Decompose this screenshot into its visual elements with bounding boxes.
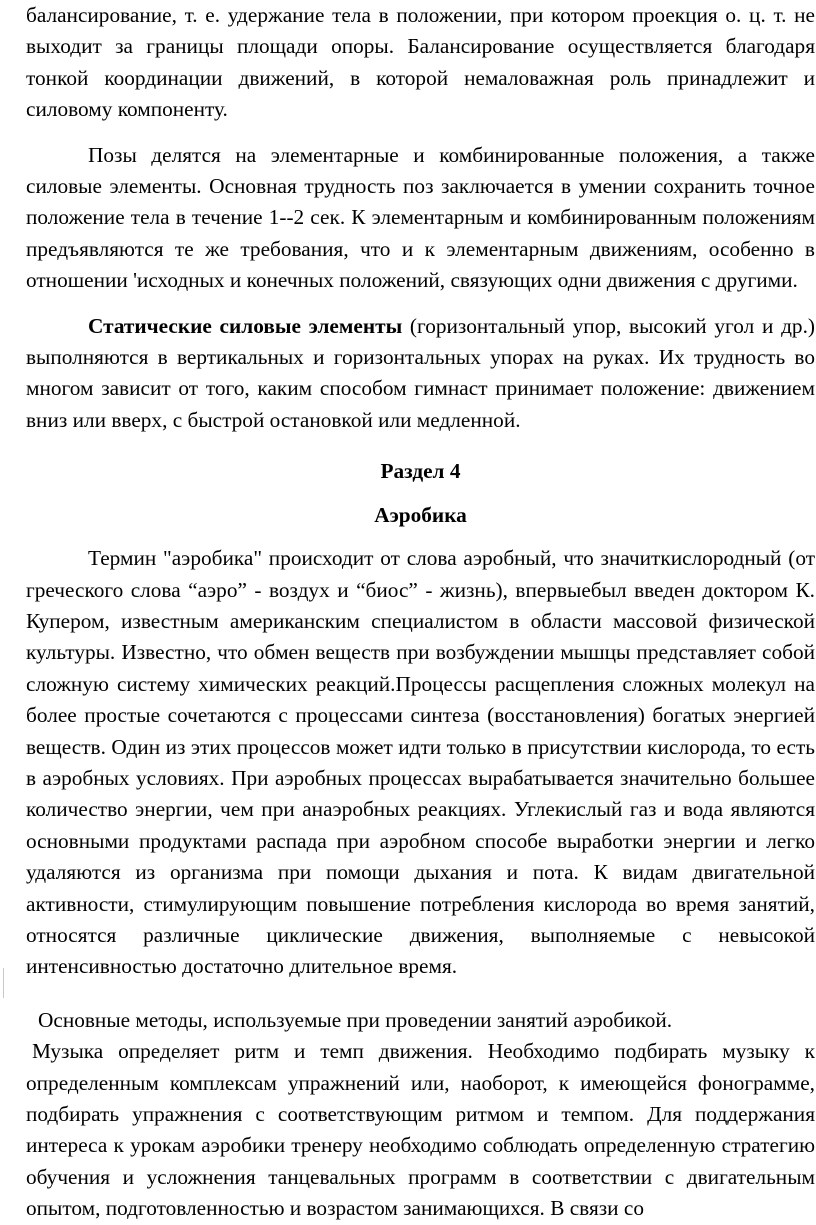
- paragraph-static-rest: (горизонтальный упор, высокий угол и др.) выполняются в вертикальных и горизонтальных упорах на руках. Их трудность во многом зависит от того, каким способом гимнаст принимает положение: движением вниз или вверх, с быстрой остановкой или медленной.: [26, 313, 815, 432]
- paragraph-aerobics-definition: Термин "аэробика" происходит от слова аэробный, что значиткислородный (от греческого слова “аэро” - воздух и “биос” - жизнь), впервыебыл введен доктором К. Купером, известным американским специалистом в области массовой физической культуры. Известно, что обмен веществ при возбуждении мышцы представляет собой сложную систему химических реакций.Процессы расщепления сложных молекул на более простые сочетаются с процессами синтеза (восстановления) богатых энергией веществ. Один из этих процессов может идти только в присутствии кислорода, то есть в аэробных условиях. При аэробных процессах вырабатывается значительно большее количество энергии, чем при анаэробных реакциях. Углекислый газ и вода являются основными продуктами распада при аэробном способе выработки энергии и легко удаляются из организма при помощи дыхания и пота. К видам двигательной активности, стимулирующим повышение потребления кислорода во время занятий, относятся различные циклические движения, выполняемые с невысокой интенсивностью достаточно длительное время.: [26, 546, 815, 979]
- paragraph-music: Музыка определяет ритм и темп движения. Необходимо подбирать музыку к определенным комплексам упражнений или, наоборот, к имеющейся фонограмме, подбирать упражнения с соответствующим ритмом и темпом. Для поддержания интереса к урокам аэробики тренеру необходимо соблюдать определенную стратегию обучения и усложнения танцевальных программ в соответствии с двигательным опытом, подготовленностью и возрастом занимающихся. В связи со: [26, 1039, 815, 1221]
- margin-mark: [3, 968, 4, 998]
- bold-term: Статические силовые элементы: [88, 313, 403, 338]
- document-page: [26, 0, 815, 1225]
- paragraph-static-elements: [26, 311, 815, 437]
- section-heading: Раздел 4: [380, 459, 461, 484]
- paragraph-methods-heading: Основные методы, используемые при проведении занятий аэробикой.: [38, 1007, 673, 1032]
- section-title: Аэробика: [374, 502, 467, 527]
- paragraph-balance: балансирование, т. е. удержание тела в положении, при котором проекция о. ц. т. не выходит за границы площади опоры. Балансирование осуществляется благодаря тонкой координации движений, в которой немаловажная роль принадлежит и силовому компоненту.: [26, 3, 815, 122]
- paragraph-poses: Позы делятся на элементарные и комбинированные положения, а также силовые элементы. Основная трудность поз заключается в умении сохранить точное положение тела в течение 1--2 сек. К элементарным и комбинированным положениям предъявляются те же требования, что и к элементарным движениям, особенно в отношении 'исходных и конечных положений, связующих одни движения с другими.: [26, 142, 815, 293]
